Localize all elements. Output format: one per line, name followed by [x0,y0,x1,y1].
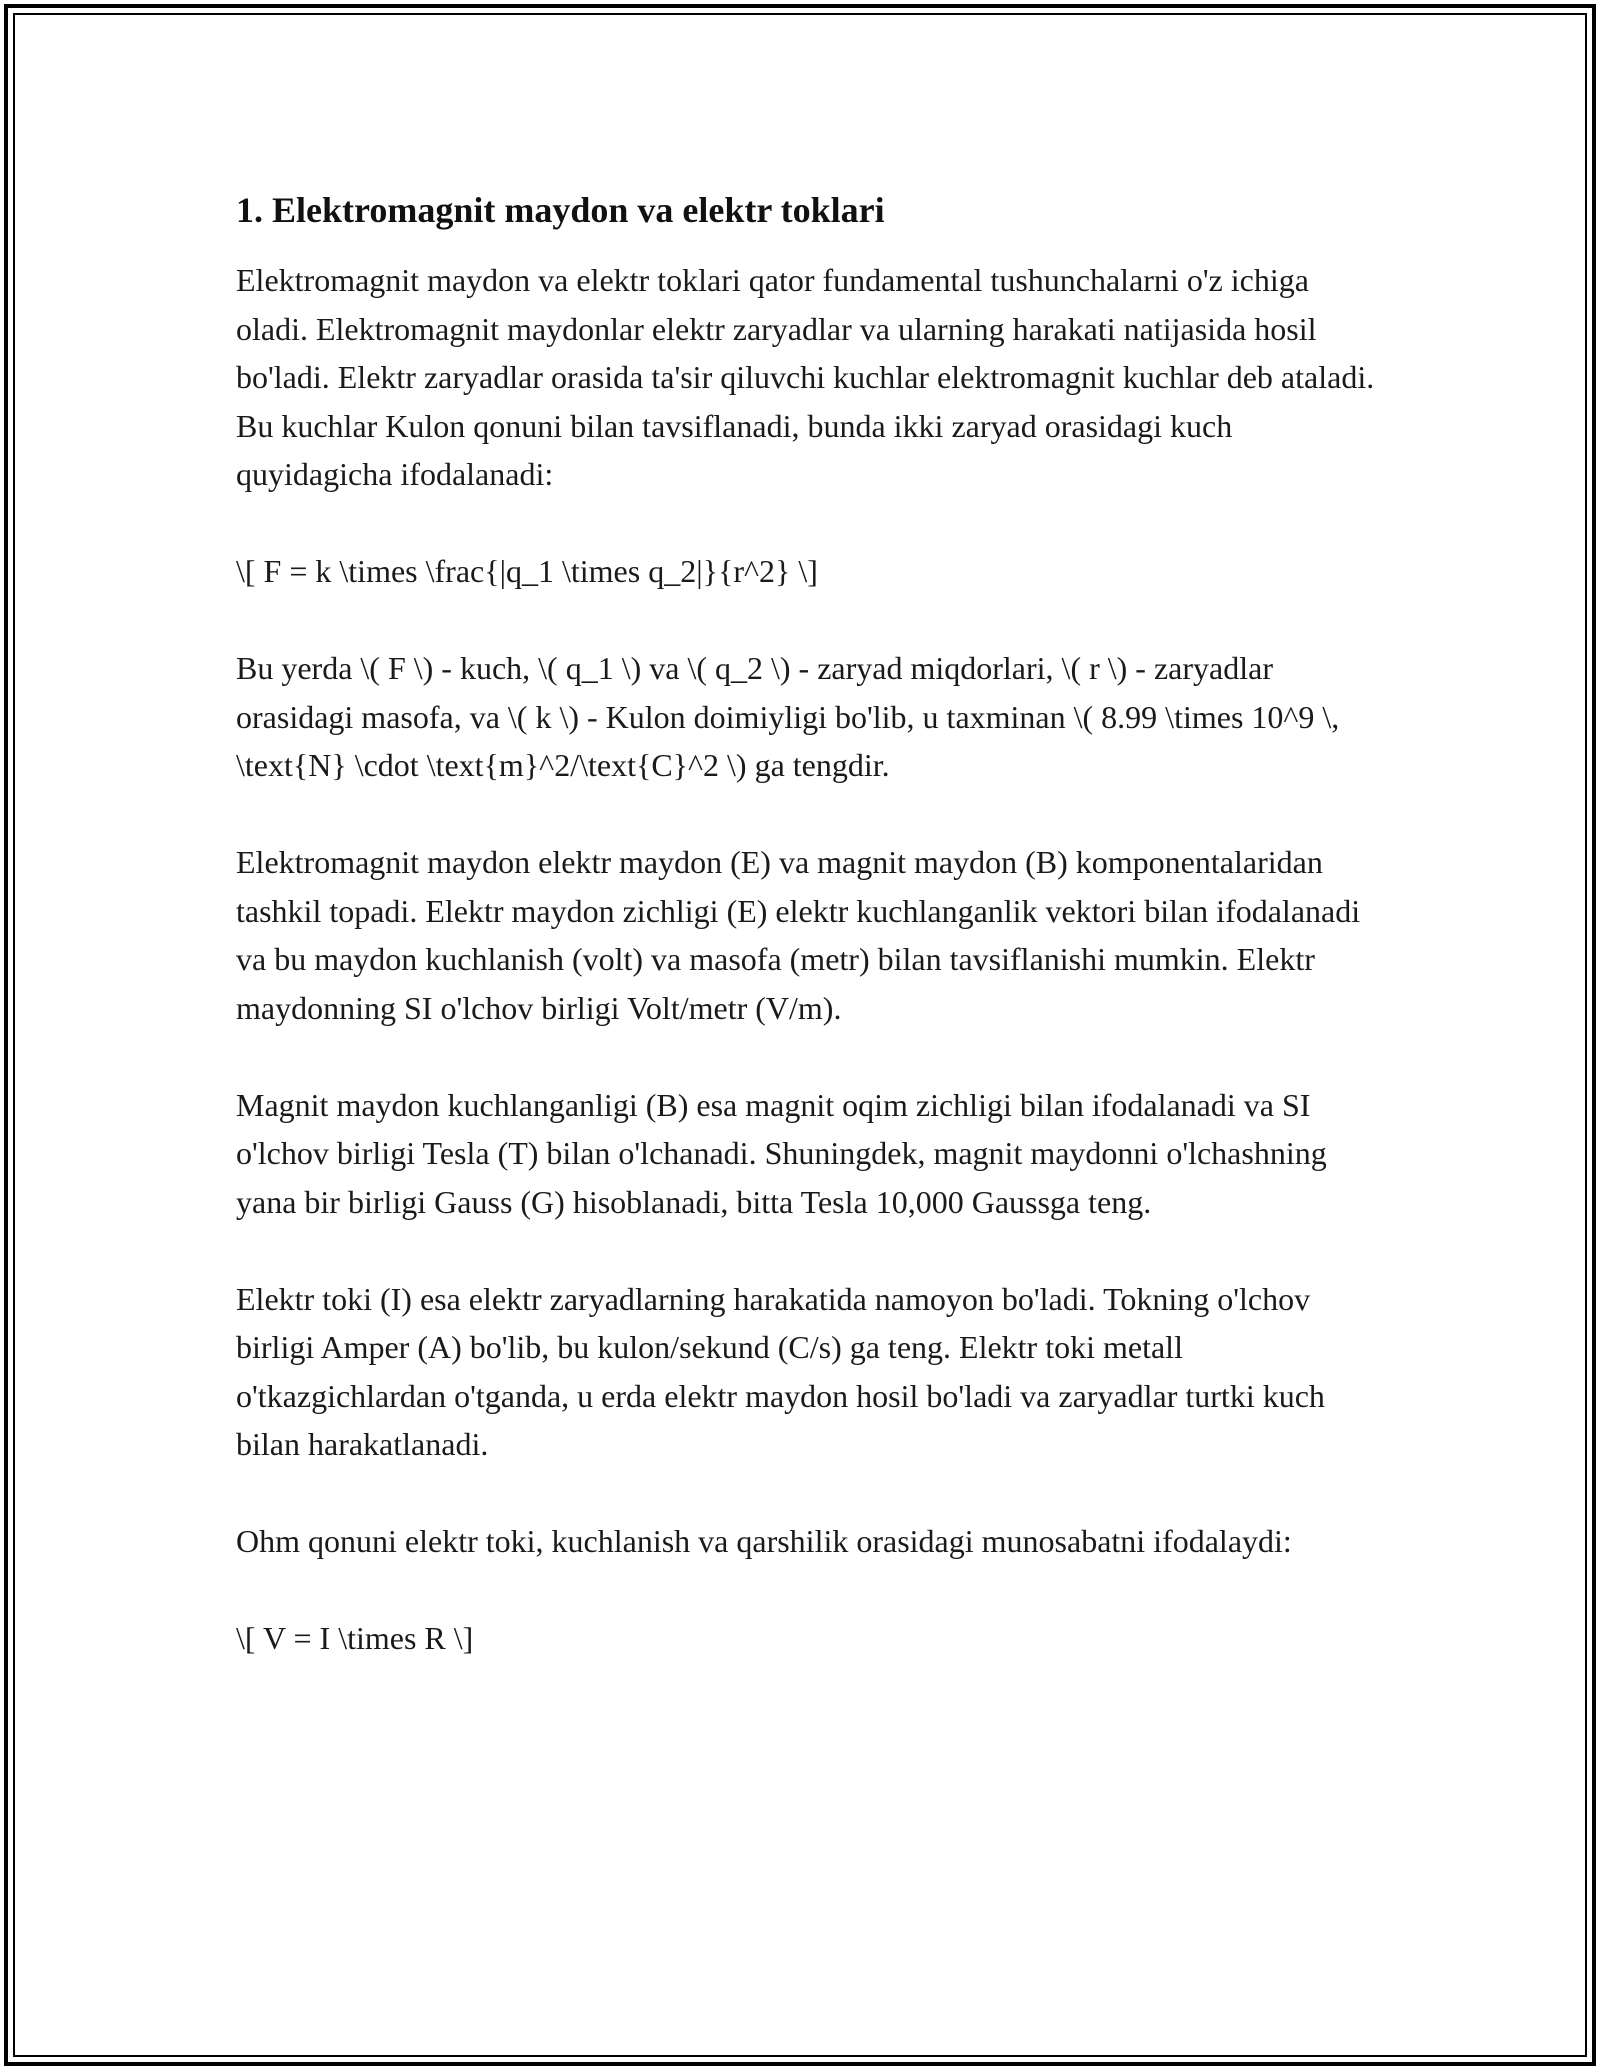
paragraph-ohm-law: Ohm qonuni elektr toki, kuchlanish va qarshilik orasidagi munosabatni ifodalaydi: [236,1523,1292,1559]
paragraph-intro: Elektromagnit maydon va elektr toklari qator fundamental tushunchalarni o'z ichiga oladi. Elektromagnit maydonlar elektr zaryadlar va ularning harakati natijasida hosil bo'ladi. Elektr zaryadlar orasida ta'sir qiluvchi kuchlar elektromagnit kuchlar deb ataladi. Bu kuchlar Kulon qonuni bilan tavsiflanadi, bunda ikki zaryad orasidagi kuch quyidagicha ifodalanadi: [236,262,1375,492]
section-heading: 1. Elektromagnit maydon va elektr toklari [236,190,885,230]
paragraph-magnetic-field: Magnit maydon kuchlanganligi (B) esa magnit oqim zichligi bilan ifodalanadi va SI o'lchov birligi Tesla (T) bilan o'lchanadi. Shuningdek, magnit maydonni o'lchashning yana bir birligi Gauss (G) hisoblanadi, bitta Tesla 10,000 Gaussga teng. [236,1086,1327,1220]
paragraph-current: Elektr toki (I) esa elektr zaryadlarning harakatida namoyon bo'ladi. Tokning o'lchov birligi Amper (A) bo'lib, bu kulon/sekund (C/s) ga teng. Elektr toki metall o'tkazgichlardan o'tganda, u erda elektr maydon hosil bo'ladi va zaryadlar turtki kuch bilan harakatlanadi. [236,1280,1325,1462]
formula-coulomb: \[ F = k \times \frac{|q_1 \times q_2|}{r^2} \] [236,553,818,589]
document-body [236,186,1376,1711]
paragraph-electric-field: Elektromagnit maydon elektr maydon (E) va magnit maydon (B) komponentalaridan tashkil topadi. Elektr maydon zichligi (E) elektr kuchlanganlik vektori bilan ifodalanadi va bu maydon kuchlanish (volt) va masofa (metr) bilan tavsiflanishi mumkin. Elektr maydonning SI o'lchov birligi Volt/metr (V/m). [236,844,1361,1026]
paragraph-coulomb-terms: Bu yerda \( F \) - kuch, \( q_1 \) va \( q_2 \) - zaryad miqdorlari, \( r \) - zaryadlar orasidagi masofa, va \( k \) - Kulon doimiyligi bo'lib, u taxminan \( 8.99 \times 10^9 \, \text{N} \cdot \text{m}^2/\text{C}^2 \) ga tengdir. [236,650,1340,783]
formula-ohm: \[ V = I \times R \] [236,1620,474,1656]
